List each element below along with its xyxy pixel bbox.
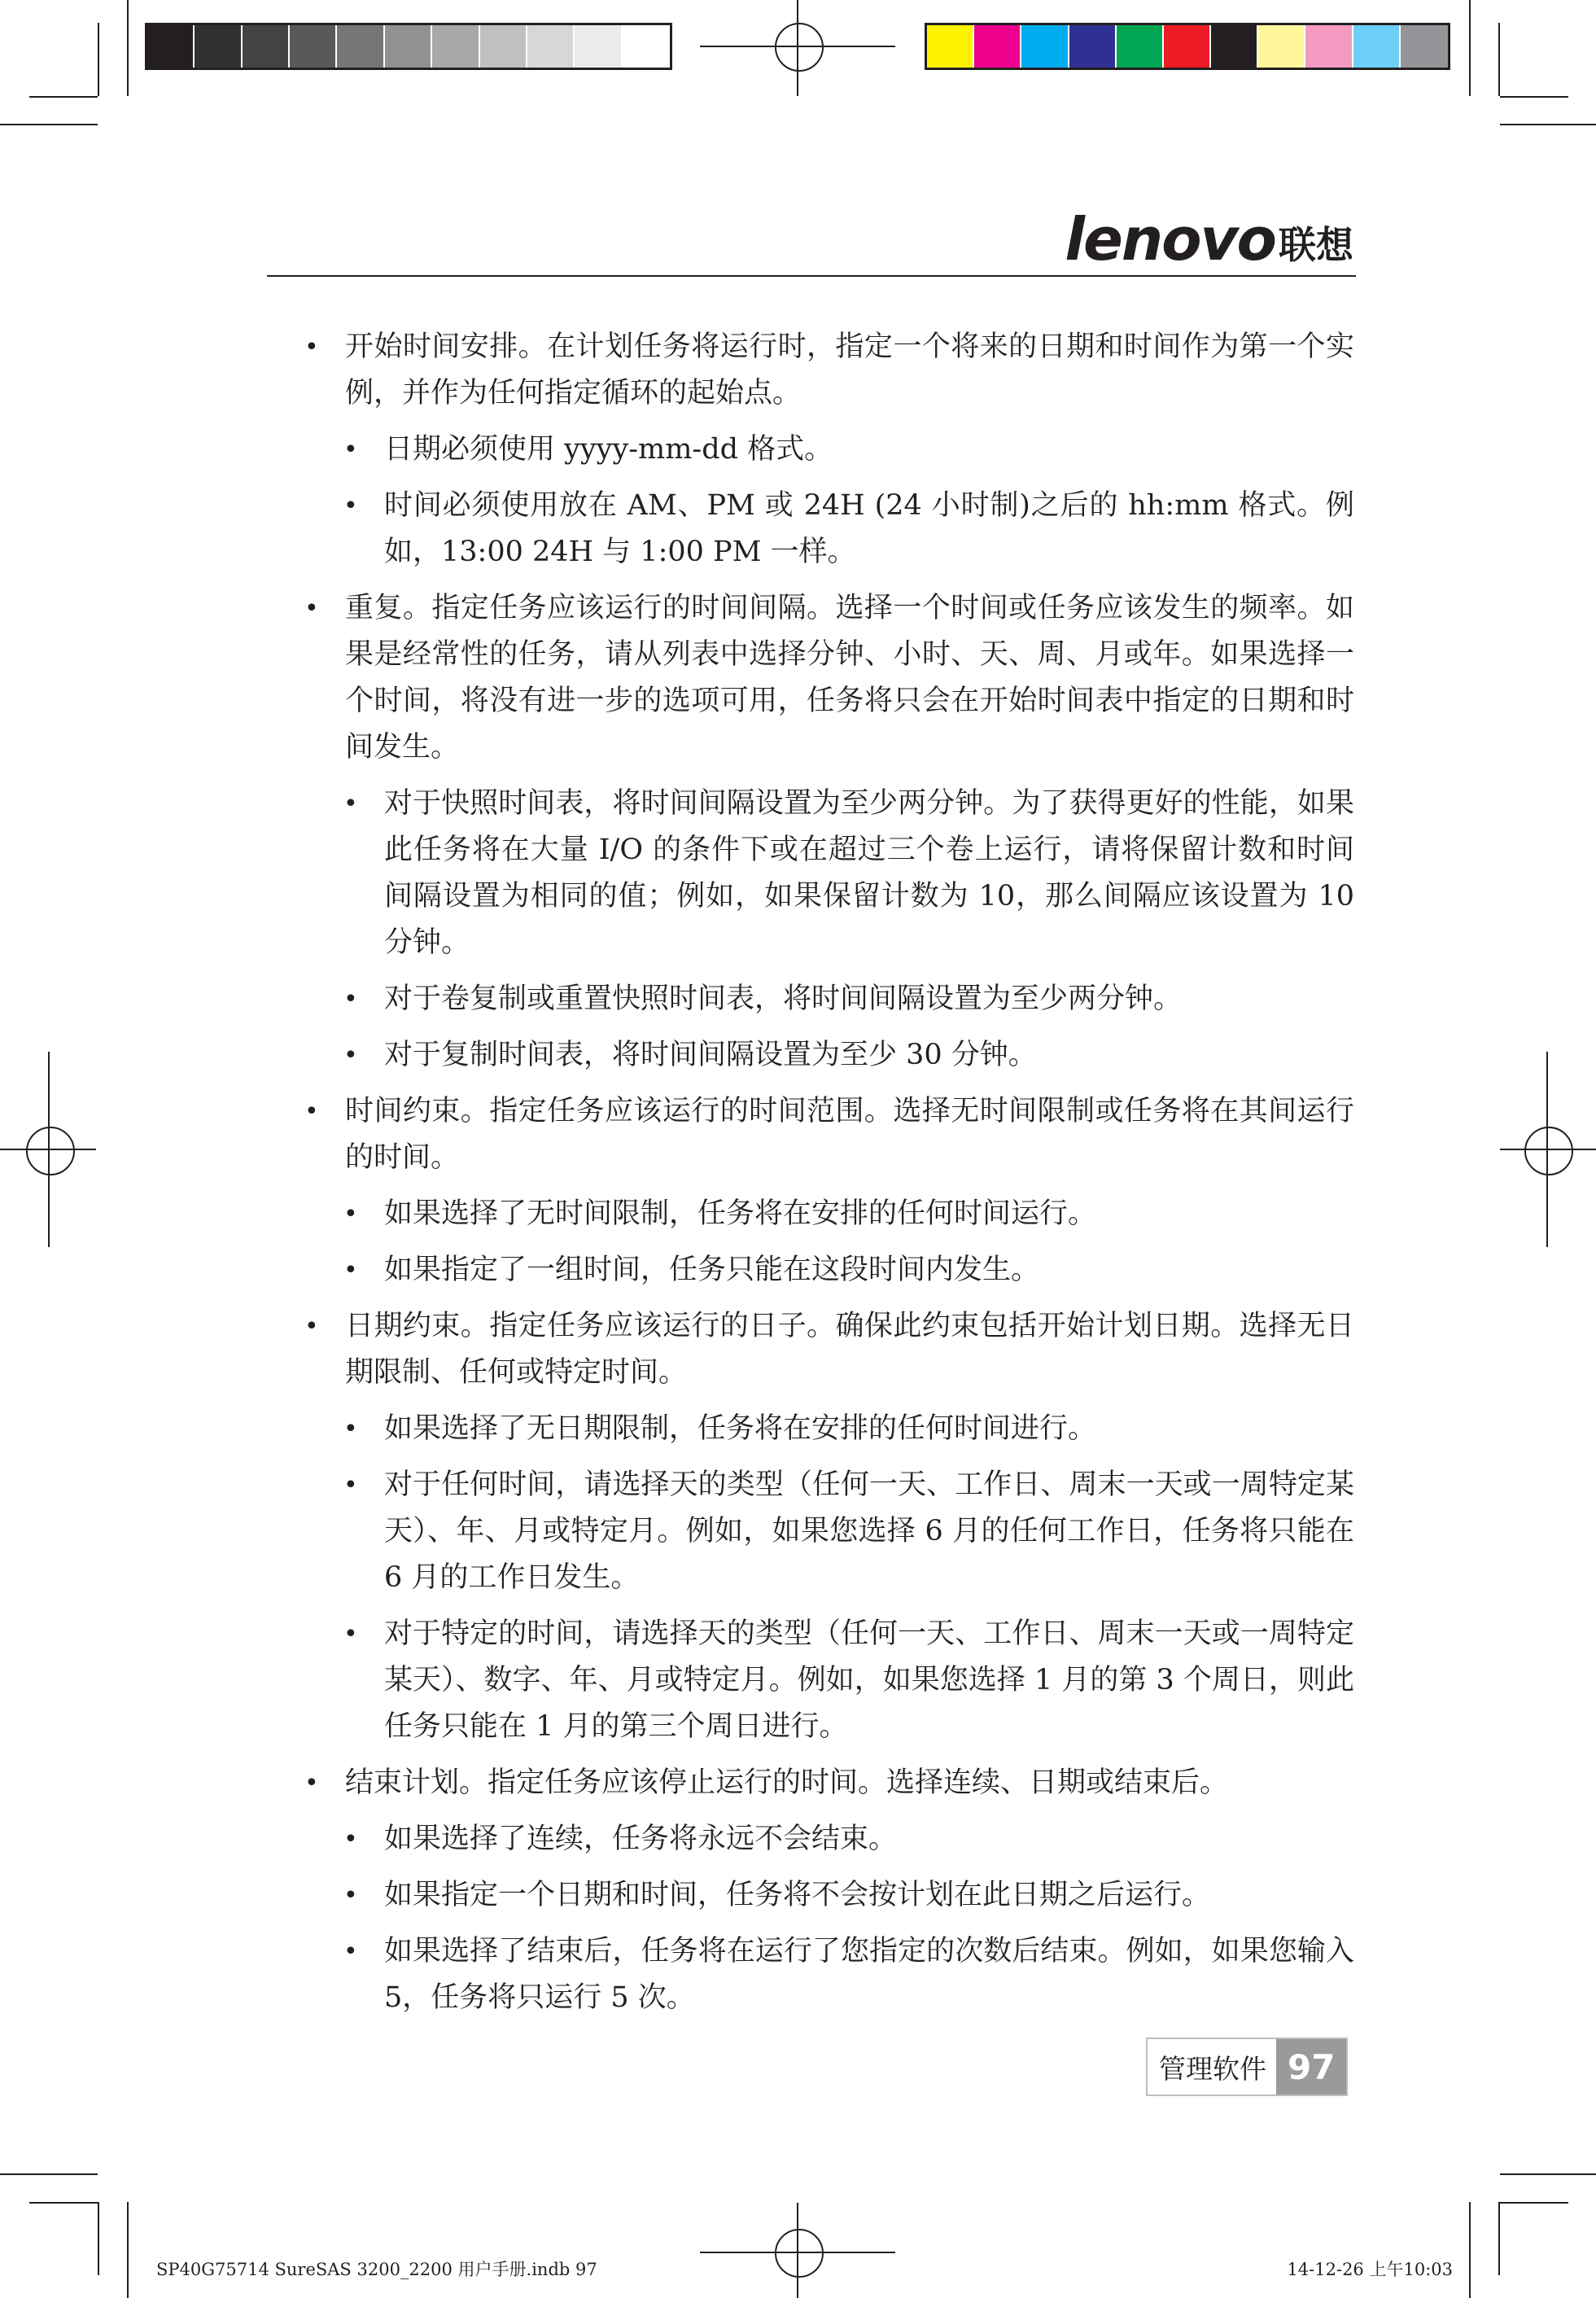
bullet-icon: • bbox=[343, 1471, 358, 1499]
bullet-icon: • bbox=[343, 1937, 358, 1966]
color-swatch bbox=[1164, 25, 1211, 68]
gray-swatch bbox=[480, 25, 527, 68]
brand-wordmark: lenovo bbox=[1065, 205, 1275, 274]
color-swatch bbox=[1258, 25, 1305, 68]
gray-swatch bbox=[147, 25, 195, 68]
sub-list-item bbox=[296, 1611, 1354, 1750]
crop-mark-line bbox=[1469, 2202, 1471, 2298]
list-item-text: 如果指定了一组时间，任务只能在这段时间内发生。 bbox=[384, 1254, 1040, 1286]
crop-mark-line bbox=[0, 2173, 98, 2175]
list-item-text: 结束计划。指定任务应该停止运行的时间。选择连续、日期或结束后。 bbox=[345, 1766, 1229, 1799]
gray-swatch bbox=[575, 25, 622, 68]
sub-list-item bbox=[296, 483, 1354, 576]
bullet-icon: • bbox=[304, 333, 319, 361]
registration-mark-icon bbox=[775, 2229, 824, 2278]
color-swatch bbox=[1305, 25, 1353, 68]
crop-mark-line bbox=[1498, 2202, 1500, 2275]
print-slug-filename: SP40G75714 SureSAS 3200_2200 用户手册.indb 97 bbox=[156, 2260, 597, 2279]
crop-mark-line bbox=[1469, 0, 1471, 96]
crop-mark-line bbox=[29, 96, 98, 98]
color-swatch bbox=[1353, 25, 1401, 68]
list-item-text: 对于复制时间表，将时间间隔设置为至少 30 分钟。 bbox=[384, 1039, 1037, 1071]
registration-mark-line bbox=[797, 2203, 798, 2298]
crop-mark-line bbox=[1500, 2173, 1596, 2175]
list-item-text: 时间约束。指定任务应该运行的时间范围。选择无时间限制或任务将在其间运行的时间。 bbox=[345, 1095, 1354, 1174]
registration-mark-line bbox=[1500, 1149, 1596, 1150]
color-swatch bbox=[1211, 25, 1258, 68]
grayscale-color-bar bbox=[145, 23, 672, 70]
list-item-text: 日期必须使用 yyyy-mm-dd 格式。 bbox=[384, 433, 833, 466]
sub-list-item bbox=[296, 1872, 1354, 1919]
list-item-text: 对于卷复制或重置快照时间表，将时间间隔设置为至少两分钟。 bbox=[384, 983, 1183, 1015]
bullet-icon: • bbox=[343, 1200, 358, 1228]
registration-mark-icon bbox=[26, 1127, 75, 1175]
list-item-text: 开始时间安排。在计划任务将运行时，指定一个将来的日期和时间作为第一个实例，并作为任何指定循环的起始点。 bbox=[345, 330, 1354, 409]
registration-mark-line bbox=[1546, 1052, 1548, 1247]
list-item bbox=[296, 585, 1354, 771]
list-item-text: 重复。指定任务应该运行的时间间隔。选择一个时间或任务应该发生的频率。如果是经常性的任务，请从列表中选择分钟、小时、天、周、月或年。如果选择一个时间，将没有进一步的选项可用，任务将只会在开始时间表中指定的日期和时间发生。 bbox=[345, 592, 1354, 764]
crop-mark-line bbox=[1500, 96, 1568, 98]
gray-swatch bbox=[337, 25, 384, 68]
list-item-text: 如果选择了无时间限制，任务将在安排的任何时间运行。 bbox=[384, 1197, 1097, 1230]
color-swatch bbox=[1117, 25, 1164, 68]
gray-swatch bbox=[243, 25, 290, 68]
print-slug-timestamp: 14-12-26 上午10:03 bbox=[1287, 2260, 1453, 2279]
list-item bbox=[296, 1088, 1354, 1181]
crop-mark-line bbox=[29, 2202, 98, 2204]
color-swatch bbox=[1401, 25, 1448, 68]
list-item-text: 对于任何时间，请选择天的类型（任何一天、工作日、周末一天或一周特定某天）、年、月或特定月。例如，如果您选择 6 月的任何工作日，任务将只能在 6 月的工作日发生。 bbox=[384, 1469, 1354, 1594]
gray-swatch bbox=[432, 25, 479, 68]
color-swatch bbox=[974, 25, 1021, 68]
list-item-text: 如果选择了结束后，任务将在运行了您指定的次数后结束。例如，如果您输入 5，任务将只运行 5 次。 bbox=[384, 1935, 1354, 2014]
list-item-text: 如果指定一个日期和时间，任务将不会按计划在此日期之后运行。 bbox=[384, 1879, 1211, 1911]
list-item bbox=[296, 324, 1354, 417]
bullet-icon: • bbox=[343, 436, 358, 464]
list-item-text: 如果选择了连续，任务将永远不会结束。 bbox=[384, 1823, 898, 1855]
bullet-icon: • bbox=[343, 1825, 358, 1854]
list-item-text: 日期约束。指定任务应该运行的日子。确保此约束包括开始计划日期。选择无日期限制、任何或特定时间。 bbox=[345, 1310, 1354, 1389]
process-color-bar bbox=[925, 23, 1450, 70]
bullet-icon: • bbox=[304, 1769, 319, 1797]
bullet-icon: • bbox=[304, 594, 319, 623]
crop-mark-line bbox=[1498, 23, 1500, 96]
bullet-icon: • bbox=[343, 985, 358, 1013]
registration-mark-icon bbox=[1524, 1127, 1573, 1175]
bullet-icon: • bbox=[304, 1097, 319, 1126]
sub-list-item bbox=[296, 1462, 1354, 1601]
gray-swatch bbox=[385, 25, 432, 68]
bullet-icon: • bbox=[343, 1881, 358, 1910]
gray-swatch bbox=[527, 25, 575, 68]
list-item bbox=[296, 1760, 1354, 1806]
list-item-text: 对于特定的时间，请选择天的类型（任何一天、工作日、周末一天或一周特定某天）、数字、年、月或特定月。例如，如果您选择 1 月的第 3 个周日，则此任务只能在 1 月的第三个周日进行。 bbox=[384, 1617, 1354, 1743]
sub-list-item bbox=[296, 1032, 1354, 1079]
crop-mark-line bbox=[127, 0, 129, 96]
section-name: 管理软件 bbox=[1148, 2039, 1276, 2094]
bullet-icon: • bbox=[343, 790, 358, 818]
crop-mark-line bbox=[98, 23, 99, 96]
bullet-icon: • bbox=[343, 492, 358, 520]
list-item-text: 对于快照时间表，将时间间隔设置为至少两分钟。为了获得更好的性能，如果此任务将在大量 I/O 的条件下或在超过三个卷上运行，请将保留计数和时间间隔设置为相同的值；例如，如果保留计数为 10，那么间隔应该设置为 10 分钟。 bbox=[384, 787, 1354, 959]
color-swatch bbox=[1021, 25, 1069, 68]
brand-logo bbox=[1065, 205, 1353, 274]
crop-mark-line bbox=[1500, 2202, 1568, 2204]
registration-mark-icon bbox=[775, 23, 824, 72]
header-rule bbox=[267, 275, 1356, 277]
crop-mark-line bbox=[127, 2202, 129, 2298]
gray-swatch bbox=[290, 25, 337, 68]
list-item-text: 如果选择了无日期限制，任务将在安排的任何时间进行。 bbox=[384, 1412, 1097, 1445]
gray-swatch bbox=[623, 25, 670, 68]
bullet-list bbox=[296, 324, 1354, 2031]
crop-mark-line bbox=[98, 2202, 99, 2275]
sub-list-item bbox=[296, 1247, 1354, 1293]
list-item-text: 时间必须使用放在 AM、PM 或 24H (24 小时制)之后的 hh:mm 格式。例如，13:00 24H 与 1:00 PM 一样。 bbox=[384, 489, 1354, 568]
bullet-icon: • bbox=[343, 1041, 358, 1070]
bullet-icon: • bbox=[343, 1415, 358, 1443]
list-item bbox=[296, 1303, 1354, 1396]
sub-list-item bbox=[296, 976, 1354, 1022]
color-swatch bbox=[927, 25, 974, 68]
page-number: 97 bbox=[1276, 2039, 1346, 2094]
registration-mark-line bbox=[48, 1052, 50, 1247]
sub-list-item bbox=[296, 427, 1354, 473]
page-footer-tab bbox=[1146, 2038, 1348, 2096]
sub-list-item bbox=[296, 1816, 1354, 1862]
sub-list-item bbox=[296, 781, 1354, 966]
gray-swatch bbox=[195, 25, 242, 68]
color-swatch bbox=[1069, 25, 1117, 68]
crop-mark-line bbox=[1500, 124, 1596, 125]
crop-mark-line bbox=[0, 124, 98, 125]
brand-chinese-name: 联想 bbox=[1279, 223, 1353, 267]
sub-list-item bbox=[296, 1406, 1354, 1452]
sub-list-item bbox=[296, 1191, 1354, 1237]
bullet-icon: • bbox=[304, 1312, 319, 1341]
sub-list-item bbox=[296, 1928, 1354, 2021]
bullet-icon: • bbox=[343, 1620, 358, 1648]
registration-mark-line bbox=[797, 0, 798, 96]
bullet-icon: • bbox=[343, 1256, 358, 1285]
